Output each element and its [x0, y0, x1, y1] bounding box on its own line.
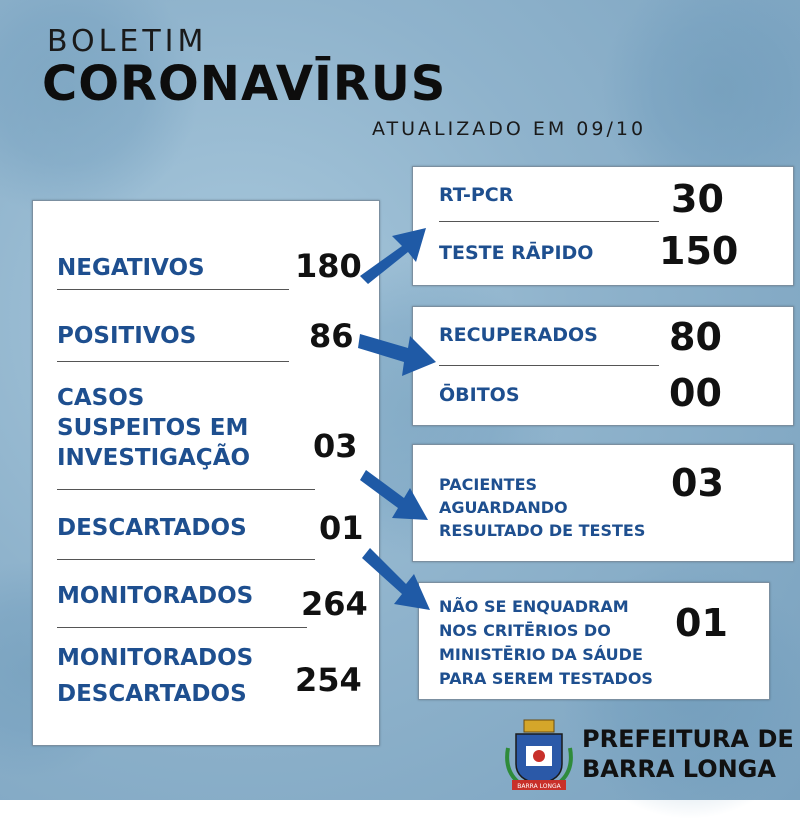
- suspeitos-value: 03: [313, 427, 358, 465]
- negativos-value: 180: [295, 247, 362, 285]
- arrow-icon: [352, 218, 432, 288]
- criteria-label-line2: NOS CRITĒRIOS DO: [439, 621, 611, 640]
- suspeitos-label-line1: CASOS: [57, 385, 145, 411]
- suspeitos-label-line2: SUSPEITOS EM: [57, 415, 249, 441]
- waiting-label-line2: AGUARDANDO: [439, 498, 568, 517]
- monitorados-descartados-line2: DESCARTADOS: [57, 681, 247, 707]
- divider: [57, 559, 315, 560]
- arrow-icon: [360, 462, 432, 524]
- obitos-value: 00: [669, 371, 722, 415]
- negativos-label: NEGATIVOS: [57, 255, 205, 281]
- criteria-label-line1: NÃO SE ENQUADRAM: [439, 597, 629, 616]
- divider: [57, 289, 289, 290]
- main-stats-panel: [32, 200, 380, 746]
- monitorados-descartados-line1: MONITORADOS: [57, 645, 254, 671]
- recuperados-value: 80: [669, 315, 722, 359]
- divider: [439, 221, 659, 222]
- teste-rapido-label: TESTE RĀPIDO: [439, 242, 594, 264]
- divider: [57, 489, 315, 490]
- positivos-label: POSITIVOS: [57, 323, 197, 349]
- criteria-label-line3: MINISTĒRIO DA SÁUDE: [439, 645, 643, 664]
- divider: [439, 365, 659, 366]
- criteria-value: 01: [675, 601, 728, 645]
- boletim-label: BOLETIM: [47, 24, 208, 59]
- waiting-label-line1: PACIENTES: [439, 475, 538, 494]
- monitorados-descartados-value: 254: [295, 661, 362, 699]
- descartados-value: 01: [319, 509, 364, 547]
- prefeitura-line2: BARRA LONGA: [582, 755, 776, 783]
- descartados-label: DESCARTADOS: [57, 515, 247, 541]
- outcomes-panel: [412, 306, 794, 426]
- recuperados-label: RECUPERADOS: [439, 324, 598, 346]
- criteria-label-line4: PARA SEREM TESTADOS: [439, 669, 653, 688]
- criteria-panel: [418, 582, 770, 700]
- obitos-label: ŌBITOS: [439, 384, 520, 406]
- positivos-value: 86: [309, 317, 354, 355]
- prefeitura-line1: PREFEITURA DE: [582, 725, 794, 753]
- waiting-value: 03: [671, 461, 724, 505]
- prefeitura-label: [582, 724, 794, 784]
- monitorados-value: 264: [301, 585, 368, 623]
- page-title: CORONAVĪRUS: [42, 56, 447, 112]
- divider: [57, 361, 289, 362]
- arrow-icon: [356, 326, 440, 382]
- teste-rapido-value: 150: [659, 229, 739, 273]
- updated-date: ATUALIZADO EM 09/10: [372, 118, 647, 140]
- suspeitos-label-line3: INVESTIGAÇÃO: [57, 445, 251, 471]
- rt-pcr-label: RT-PCR: [439, 184, 514, 206]
- monitorados-label: MONITORADOS: [57, 583, 254, 609]
- arrow-icon: [362, 544, 434, 614]
- logo-ribbon-text: BARRA LONGA: [517, 783, 561, 790]
- rt-pcr-value: 30: [671, 177, 724, 221]
- tests-panel: [412, 166, 794, 286]
- waiting-panel: [412, 444, 794, 562]
- coat-of-arms-icon: [504, 718, 574, 794]
- divider: [57, 627, 307, 628]
- waiting-label-line3: RESULTADO DE TESTES: [439, 521, 646, 540]
